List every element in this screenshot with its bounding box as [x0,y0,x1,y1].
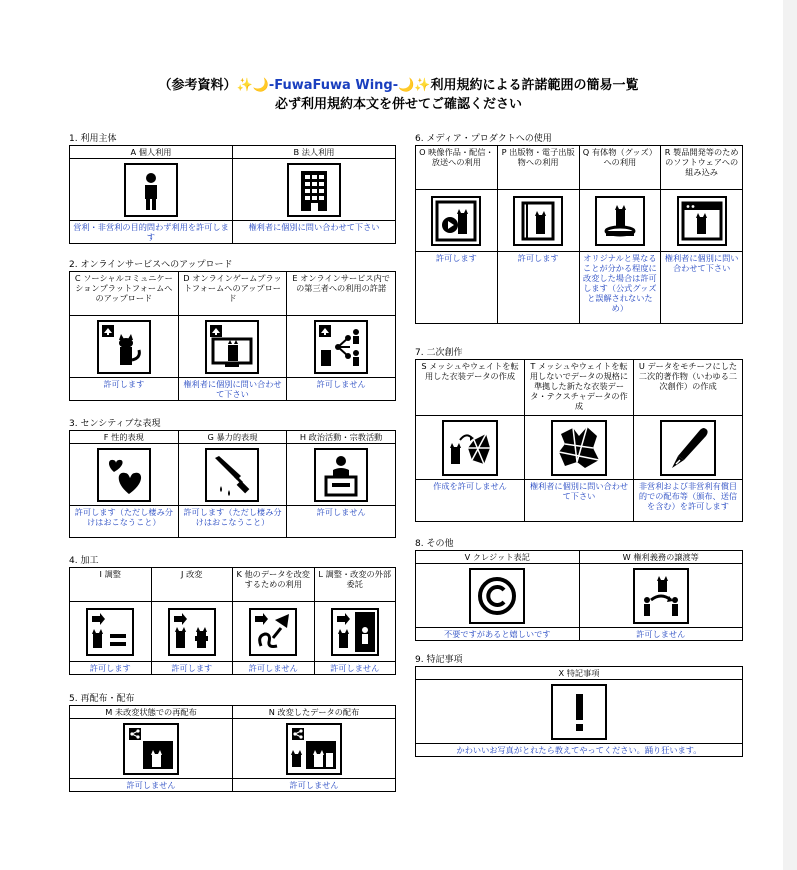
header-cell: K 他のデータを改変するための利用 [233,568,315,602]
permission-text: 許可します（ただし棲み分けはおこなうこと） [178,506,287,538]
video-play-icon [416,190,498,252]
title-brand: -FuwaFuwa Wing- [268,78,399,93]
section-label: 8. その他 [415,539,454,549]
transfer-rights-icon [579,564,743,628]
permission-text: 許可しません [314,662,396,675]
header-cell: S メッシュやウェイトを転用した衣装データの作成 [416,360,525,416]
header-cell: J 改変 [151,568,233,602]
permission-text: 許可します [151,662,233,675]
section-1-usage-subject [69,133,396,244]
section-6-media-product [415,133,743,324]
sparkle-icon: ✨ [414,78,431,93]
section-4-processing [69,555,396,675]
header-cell: V クレジット表記 [416,551,580,564]
header-cell: A 個人利用 [70,146,233,159]
section-8-other [415,538,743,641]
modify-avatar-icon [151,602,233,662]
permission-text: 権利者に個別に問い合わせて下さい [661,252,743,324]
permission-text: 許可しません [287,506,396,538]
page-subtitle: 必ず利用規約本文を併せてご確認ください [274,97,522,112]
header-cell: X 特記事項 [416,667,743,680]
header-cell: R 製品開発等のためのソフトウェアへの組み込み [661,146,743,190]
header-cell: U データをモチーフにした二次的著作物（いわゆる二次創作）の作成 [634,360,743,416]
publication-icon [497,190,579,252]
permission-text: 権利者に個別に問い合わせて下さい [178,378,287,401]
header-cell: F 性的表現 [70,431,179,444]
upload-monitor-icon [178,316,287,378]
section-7-derivative-works [415,347,743,522]
permission-text: 許可します [416,252,498,324]
header-cell: M 未改変状態での再配布 [70,706,233,719]
moon-icon: 🌙 [252,78,269,93]
section-label: 1. 利用主体 [69,134,117,144]
section-9-special-notes [415,654,743,757]
adjust-equal-icon [70,602,152,662]
permission-text: 許可します [70,662,152,675]
header-cell: D オンラインゲームプラットフォームへのアップロード [178,272,287,316]
knife-icon [178,444,287,506]
permission-text: 営利・非営利の目的問わず利用を許可します [70,221,233,244]
share-third-party-icon [287,316,396,378]
permission-text: 許可します [497,252,579,324]
section-3-sensitive-expression [69,418,396,538]
permission-text: かわいいお写真がとれたら教えてやってください。踊り狂います。 [416,744,743,757]
section-5-redistribution [69,693,396,792]
hearts-icon [70,444,179,506]
moon-icon: 🌙 [398,78,415,93]
section-label: 6. メディア・プロダクトへの使用 [415,134,552,144]
header-cell: B 法人利用 [233,146,396,159]
header-cell: T メッシュやウェイトを転用しないでデータの規格に準拠した新たな衣装データ・テクスチャデータの作成 [525,360,634,416]
building-icon [233,159,396,221]
person-icon [70,159,233,221]
exclamation-icon [416,680,743,744]
pen-nib-icon [634,416,743,480]
permission-text: 許可しません [287,378,396,401]
permission-text: 権利者に個別に問い合わせて下さい [525,480,634,522]
section-label: 5. 再配布・配布 [69,694,135,704]
mesh-costume-icon [416,416,525,480]
section-label: 3. センシティブな表現 [69,419,161,429]
header-cell: P 出版物・電子出版物への利用 [497,146,579,190]
goods-icon [579,190,661,252]
redistribute-icon [70,719,233,779]
section-label: 2. オンラインサービスへのアップロード [69,260,233,270]
permission-text: 許可します [70,378,179,401]
page-right-edge [783,0,797,870]
section-label: 7. 二次創作 [415,348,463,358]
podium-speaker-icon [287,444,396,506]
header-cell: W 権利義務の譲渡等 [579,551,743,564]
header-cell: E オンラインサービス内での第三者への利用の許諾 [287,272,396,316]
header-cell: O 映像作品・配信・放送への利用 [416,146,498,190]
permission-text: 許可します（ただし棲み分けはおこなうこと） [70,506,179,538]
use-for-other-data-icon [233,602,315,662]
header-cell: Q 有体物（グッズ）への利用 [579,146,661,190]
permission-text: 不要ですがあると嬉しいです [416,628,580,641]
permission-text: 許可しません [579,628,743,641]
new-costume-icon [525,416,634,480]
permission-text: オリジナルと異なることが分かる程度に改変した場合は許可します（公式グッズと誤解されないため） [579,252,661,324]
page-title [0,74,797,93]
sparkle-icon: ✨ [236,78,253,93]
title-suffix: 利用規約による許諾範囲の簡易一覧 [430,78,639,93]
copyright-icon [416,564,580,628]
header-cell: I 調整 [70,568,152,602]
header-cell: G 暴力的表現 [178,431,287,444]
distribute-modified-icon [233,719,396,779]
section-2-online-upload [69,259,396,401]
header-cell: H 政治活動・宗教活動 [287,431,396,444]
permission-text: 許可しません [70,779,233,792]
header-cell: C ソーシャルコミュニケーションプラットフォームへのアップロード [70,272,179,316]
outsource-icon [314,602,396,662]
permission-text: 非営利および非営利有償目的での配布等（頒布、送信を含む）を許可します [634,480,743,522]
permission-text: 作成を許可しません [416,480,525,522]
permission-text: 権利者に個別に問い合わせて下さい [233,221,396,244]
permission-text: 許可しません [233,662,315,675]
upload-avatar-icon [70,316,179,378]
section-label: 9. 特記事項 [415,655,463,665]
header-cell: N 改変したデータの配布 [233,706,396,719]
title-prefix: （参考資料） [158,78,237,93]
permission-text: 許可しません [233,779,396,792]
header-cell: L 調整・改変の外部委託 [314,568,396,602]
software-window-icon [661,190,743,252]
section-label: 4. 加工 [69,556,99,566]
